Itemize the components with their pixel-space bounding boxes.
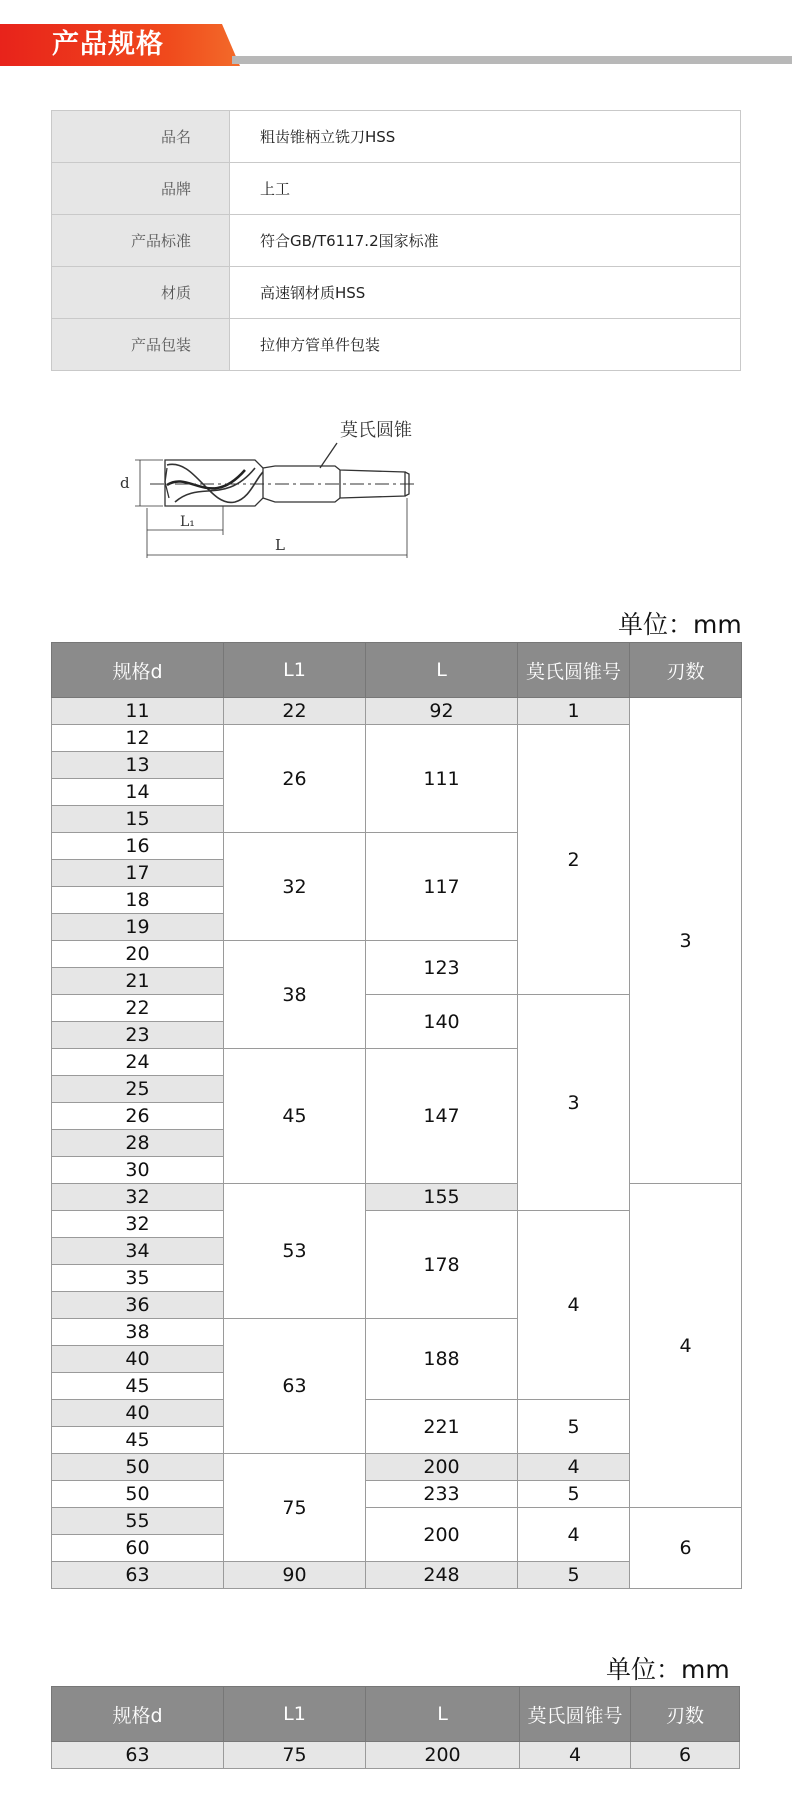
info-value: 拉伸方管单件包装	[230, 319, 741, 371]
cell-d: 40	[52, 1346, 224, 1373]
col-header: 规格d	[52, 1687, 224, 1742]
cell-l: 117	[366, 833, 518, 941]
cell-l: 188	[366, 1319, 518, 1400]
info-row	[52, 163, 741, 215]
cell-taper: 5	[518, 1400, 630, 1454]
l-dimension-label: L	[275, 536, 285, 554]
col-header: 莫氏圆锥号	[518, 643, 630, 698]
cell-d: 34	[52, 1238, 224, 1265]
col-header: 莫氏圆锥号	[520, 1687, 631, 1742]
col-header: L1	[224, 643, 366, 698]
cell-d: 25	[52, 1076, 224, 1103]
col-header: L	[366, 1687, 520, 1742]
cell-d: 15	[52, 806, 224, 833]
cell-taper: 4	[520, 1742, 631, 1769]
info-row	[52, 111, 741, 163]
cell-d: 20	[52, 941, 224, 968]
cell-d: 38	[52, 1319, 224, 1346]
info-value: 上工	[230, 163, 741, 215]
l1-dimension-label: L₁	[180, 514, 195, 530]
cell-d: 22	[52, 995, 224, 1022]
cell-flutes: 6	[630, 1508, 742, 1589]
cell-l: 123	[366, 941, 518, 995]
cell-l1: 22	[224, 698, 366, 725]
cell-d: 12	[52, 725, 224, 752]
cell-d: 16	[52, 833, 224, 860]
title-underline	[232, 56, 792, 64]
info-key: 产品包装	[52, 319, 230, 371]
cell-d: 32	[52, 1184, 224, 1211]
cell-d: 32	[52, 1211, 224, 1238]
cell-taper: 4	[518, 1211, 630, 1400]
cell-taper: 1	[518, 698, 630, 725]
end-mill-diagram	[115, 410, 475, 575]
cell-l: 147	[366, 1049, 518, 1184]
cell-l1: 45	[224, 1049, 366, 1184]
spec-table-2	[51, 1686, 740, 1769]
section-title: 产品规格	[52, 29, 164, 60]
cell-l1: 32	[224, 833, 366, 941]
info-value: 粗齿锥柄立铣刀HSS	[230, 111, 741, 163]
cell-d: 26	[52, 1103, 224, 1130]
taper-label: 莫氏圆锥	[340, 420, 412, 441]
cell-d: 18	[52, 887, 224, 914]
cell-d: 11	[52, 698, 224, 725]
table-row	[52, 1184, 742, 1211]
cell-d: 55	[52, 1508, 224, 1535]
table-row	[52, 1508, 742, 1535]
cell-l: 248	[366, 1562, 518, 1589]
cell-d: 63	[52, 1742, 224, 1769]
cell-d: 24	[52, 1049, 224, 1076]
spec-table	[51, 642, 742, 1589]
cell-l: 200	[366, 1454, 518, 1481]
d-dimension-label: d	[120, 474, 130, 492]
cell-d: 35	[52, 1265, 224, 1292]
info-key: 产品标准	[52, 215, 230, 267]
cell-taper: 5	[518, 1562, 630, 1589]
cell-l1: 90	[224, 1562, 366, 1589]
info-value: 符合GB/T6117.2国家标准	[230, 215, 741, 267]
cell-d: 36	[52, 1292, 224, 1319]
cell-d: 19	[52, 914, 224, 941]
col-header: 刃数	[630, 643, 742, 698]
cell-d: 40	[52, 1400, 224, 1427]
info-value: 高速钢材质HSS	[230, 267, 741, 319]
cell-l: 140	[366, 995, 518, 1049]
cell-d: 13	[52, 752, 224, 779]
col-header: 刃数	[631, 1687, 740, 1742]
info-key: 材质	[52, 267, 230, 319]
cell-l1: 75	[224, 1742, 366, 1769]
cell-flutes: 4	[630, 1184, 742, 1508]
cell-taper: 4	[518, 1508, 630, 1562]
cell-d: 60	[52, 1535, 224, 1562]
cell-l: 200	[366, 1508, 518, 1562]
cell-d: 50	[52, 1454, 224, 1481]
col-header: 规格d	[52, 643, 224, 698]
spec-header-row	[52, 643, 742, 698]
col-header: L1	[224, 1687, 366, 1742]
col-header: L	[366, 643, 518, 698]
cell-d: 14	[52, 779, 224, 806]
info-row	[52, 215, 741, 267]
cell-l1: 63	[224, 1319, 366, 1454]
cell-d: 50	[52, 1481, 224, 1508]
product-info-table	[51, 110, 741, 371]
cell-l: 200	[366, 1742, 520, 1769]
cell-d: 45	[52, 1373, 224, 1400]
cell-l: 155	[366, 1184, 518, 1211]
info-key: 品名	[52, 111, 230, 163]
unit-label: 单位：mm	[618, 610, 742, 639]
cell-taper: 3	[518, 995, 630, 1211]
cell-d: 21	[52, 968, 224, 995]
cell-l1: 75	[224, 1454, 366, 1562]
cell-l1: 38	[224, 941, 366, 1049]
cell-d: 23	[52, 1022, 224, 1049]
info-row	[52, 319, 741, 371]
cell-d: 28	[52, 1130, 224, 1157]
cell-d: 63	[52, 1562, 224, 1589]
cell-d: 17	[52, 860, 224, 887]
cell-l: 178	[366, 1211, 518, 1319]
unit-label-2: 单位：mm	[606, 1655, 730, 1684]
cell-l1: 53	[224, 1184, 366, 1319]
table-row	[52, 698, 742, 725]
cell-d: 30	[52, 1157, 224, 1184]
cell-d: 45	[52, 1427, 224, 1454]
cell-taper: 5	[518, 1481, 630, 1508]
cell-flutes: 6	[631, 1742, 740, 1769]
spec-header-row	[52, 1687, 740, 1742]
cell-flutes: 3	[630, 698, 742, 1184]
cell-l: 233	[366, 1481, 518, 1508]
cell-l: 92	[366, 698, 518, 725]
info-row	[52, 267, 741, 319]
cell-l: 111	[366, 725, 518, 833]
cell-l: 221	[366, 1400, 518, 1454]
cell-taper: 2	[518, 725, 630, 995]
info-key: 品牌	[52, 163, 230, 215]
cell-taper: 4	[518, 1454, 630, 1481]
table-row	[52, 1742, 740, 1769]
cell-l1: 26	[224, 725, 366, 833]
